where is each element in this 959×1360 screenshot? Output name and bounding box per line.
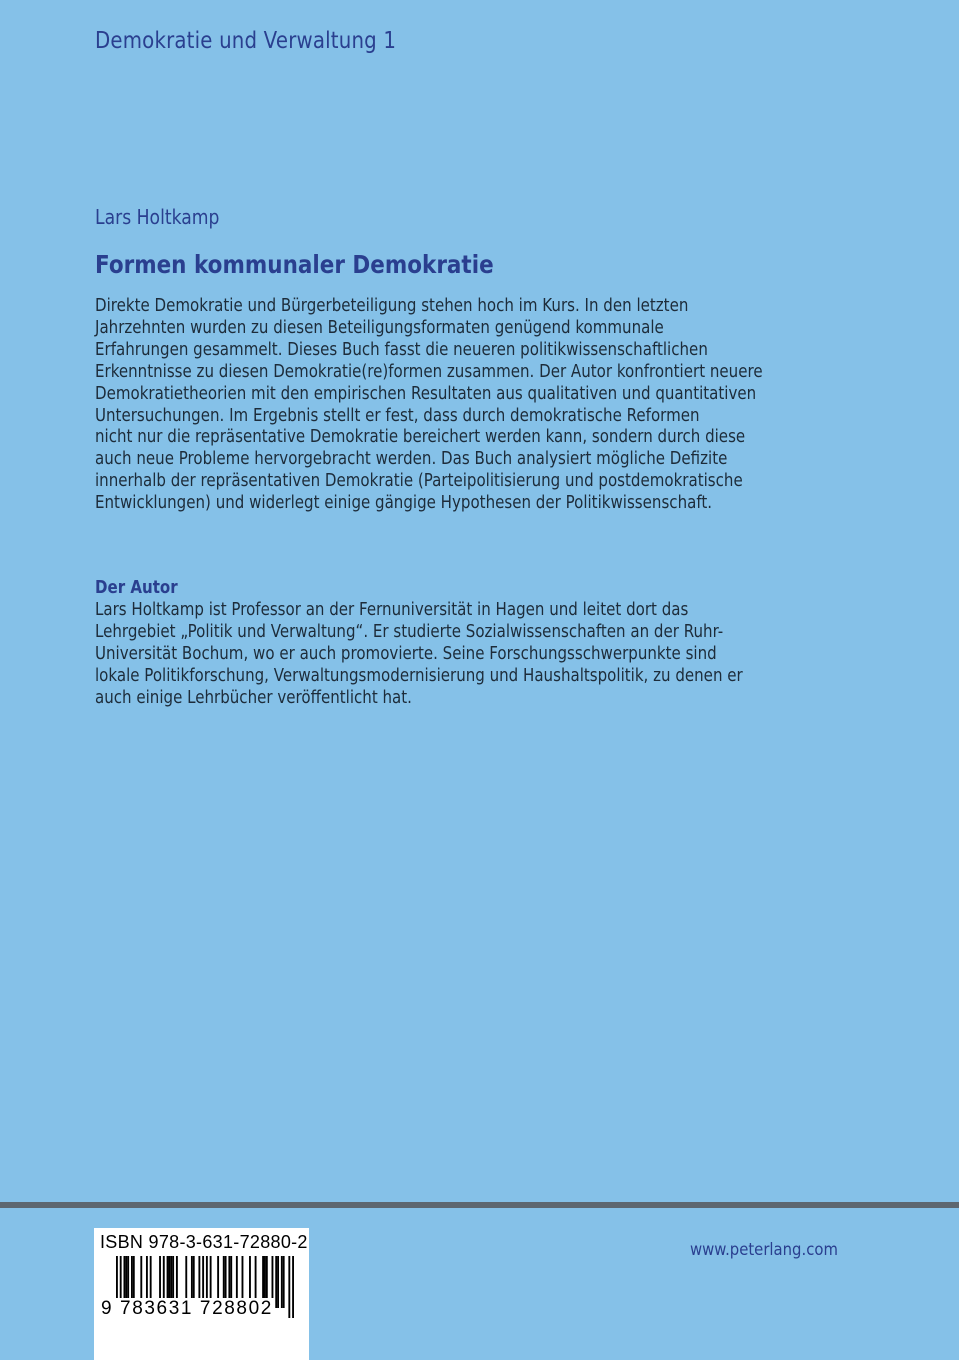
- blurb-line: Direkte Demokratie und Bürgerbeteiligung stehen hoch im Kurs. In den letzten: [95, 296, 689, 316]
- bio-line: lokale Politikforschung, Verwaltungsmodernisierung und Haushaltspolitik, zu denen er: [95, 665, 743, 686]
- divider-rule: [0, 1202, 959, 1208]
- author-bio: [95, 600, 762, 710]
- series-title: Demokratie und Verwaltung 1: [95, 28, 397, 54]
- author-name: Lars Holtkamp: [95, 205, 220, 229]
- blurb-line: Demokratietheorien mit den empirischen Resultaten aus qualitativen und quantitativen: [95, 383, 757, 404]
- blurb-line: auch neue Probleme hervorgebracht werden. Das Buch analysiert mögliche Defizite: [95, 449, 728, 470]
- blurb-line: Untersuchungen. Im Ergebnis stellt er fest, dass durch demokratische Reformen: [95, 405, 700, 426]
- blurb-line: Erkenntnisse zu diesen Demokratie(re)formen zusammen. Der Autor konfrontiert neuere: [95, 361, 763, 382]
- blurb-line: Erfahrungen gesammelt. Dieses Buch fasst die neueren politikwissenschaftlichen: [95, 339, 708, 360]
- isbn-label: ISBN 978-3-631-72880-2: [100, 1232, 308, 1252]
- barcode-digits-text: 9 783631 728802: [101, 1298, 273, 1319]
- bio-line: auch einige Lehrbücher veröffentlicht hat.: [95, 687, 412, 708]
- blurb-line: innerhalb der repräsentativen Demokratie (Parteipolitisierung und postdemokratische: [95, 471, 743, 492]
- blurb-line: nicht nur die repräsentative Demokratie bereichert werden kann, sondern durch diese: [95, 427, 746, 448]
- bio-line: Universität Bochum, wo er auch promovierte. Seine Forschungsschwerpunkte sind: [95, 643, 717, 664]
- book-title: Formen kommunaler Demokratie: [95, 250, 494, 279]
- bio-line: Lars Holtkamp ist Professor an der Fernuniversität in Hagen und leitet dort das: [95, 600, 689, 620]
- blurb: [95, 296, 762, 515]
- blurb-line: Jahrzehnten wurden zu diesen Beteiligungsformaten genügend kommunale: [95, 317, 664, 338]
- publisher-url[interactable]: www.peterlang.com: [690, 1240, 838, 1259]
- isbn-barcode: [94, 1228, 309, 1360]
- barcode-digits: [100, 1298, 304, 1322]
- blurb-line: Entwicklungen) und widerlegt einige gängige Hypothesen der Politikwissenschaft.: [95, 493, 713, 514]
- bio-line: Lehrgebiet „Politik und Verwaltung“. Er studierte Sozialwissenschaften an der Ruhr-: [95, 621, 724, 642]
- bio-heading: Der Autor: [95, 578, 178, 598]
